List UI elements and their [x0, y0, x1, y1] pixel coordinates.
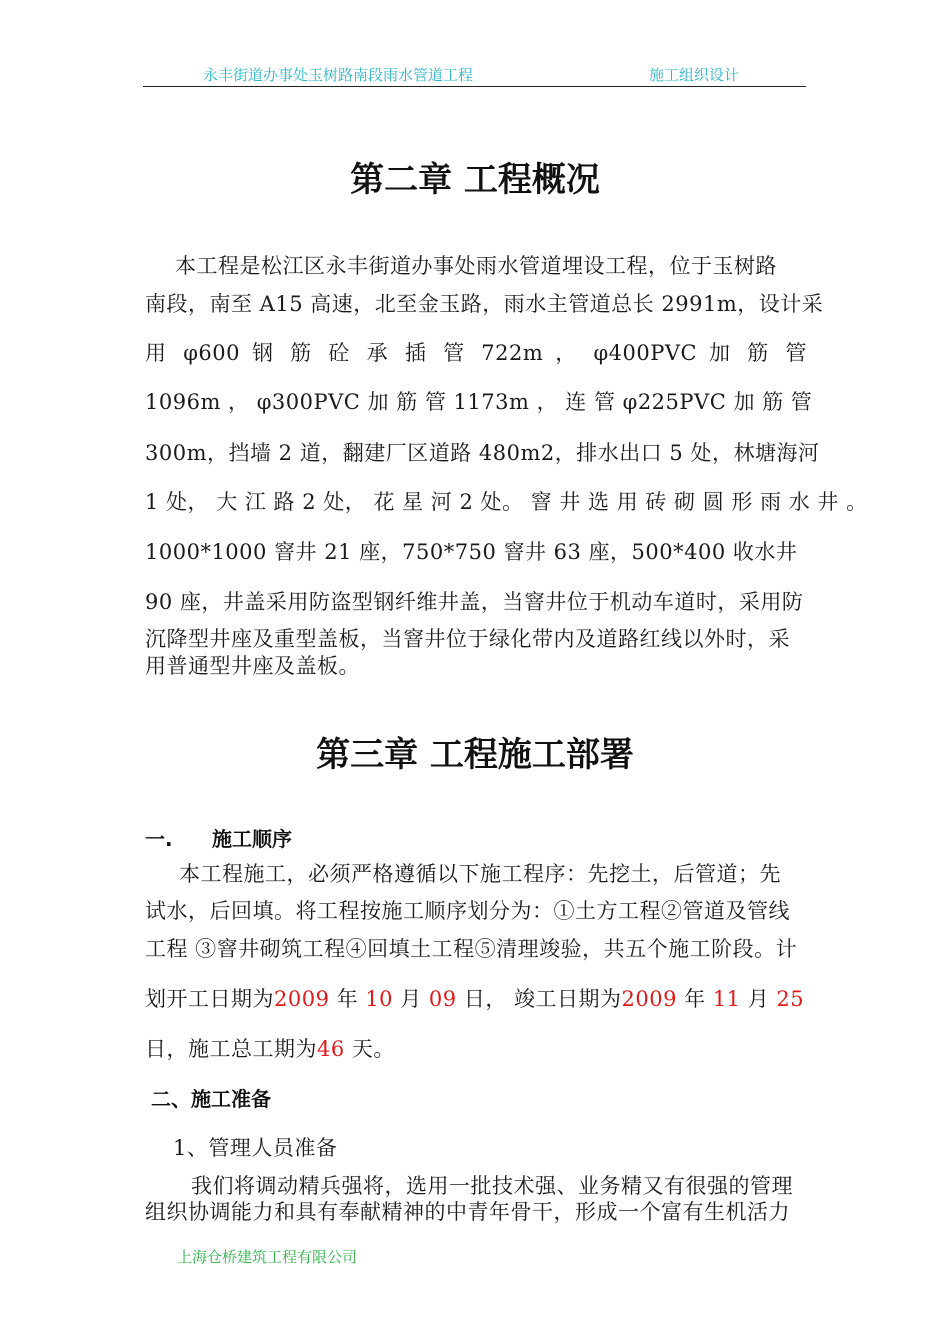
text-line: 用普通型井座及盖板。 — [145, 654, 360, 678]
text-line: 90 座，井盖采用防盗型钢纤维井盖，当窨井位于机动车道时，采用防 — [145, 590, 804, 614]
section-1-title: 施工顺序 — [212, 827, 292, 851]
text-line: 1096m ， φ300PVC 加 筋 管 1173m ， 连 管 φ225PVC 加 筋 管 — [145, 390, 813, 414]
text-line: 工程 ③窨井砌筑工程④回填土工程⑤清理竣验，共五个施工阶段。计 — [145, 937, 798, 961]
end-day: 25 — [776, 987, 805, 1011]
header-doc-type: 施工组织设计 — [649, 66, 740, 84]
text-line: 组织协调能力和具有奉献精神的中青年骨干，形成一个富有生机活力 — [145, 1200, 790, 1224]
text-line: 我们将调动精兵强将，选用一批技术强、业务精又有很强的管理 — [191, 1174, 793, 1198]
header-project-name: 永丰街道办事处玉树路南段雨水管道工程 — [203, 66, 474, 84]
end-month: 11 — [712, 987, 741, 1011]
section-1-number: 一. — [145, 827, 173, 851]
chapter-3-title: 第三章 工程施工部署 — [316, 735, 634, 775]
start-day: 09 — [428, 987, 457, 1011]
start-year: 2009 — [274, 987, 330, 1011]
page-header — [143, 62, 806, 87]
text-line: 300m，挡墙 2 道，翻建厂区道路 480m2，排水出口 5 处，林塘海河 — [145, 441, 820, 465]
section-2-title: 二、施工准备 — [151, 1087, 271, 1111]
text-line: 南段，南至 A15 高速，北至金玉路，雨水主管道总长 2991m，设计采 — [145, 292, 824, 316]
duration-days: 46 — [317, 1037, 345, 1061]
start-month: 10 — [365, 987, 394, 1011]
text-line: 本工程施工，必须严格遵循以下施工程序：先挖土，后管道；先 — [179, 862, 781, 886]
text-line: 沉降型井座及重型盖板，当窨井位于绿化带内及道路红线以外时，采 — [145, 627, 790, 651]
subsection-title: 1、管理人员准备 — [173, 1136, 338, 1160]
chapter-2-title: 第二章 工程概况 — [350, 160, 600, 200]
text-line: 1000*1000 窨井 21 座，750*750 窨井 63 座，500*400 收水井 — [145, 540, 798, 564]
schedule-line: 划开工日期为2009 年 10 月 09 日， 竣工日期为2009 年 11 月 25 — [145, 987, 805, 1011]
duration-line: 日，施工总工期为46 天。 — [145, 1037, 395, 1061]
end-year: 2009 — [621, 987, 677, 1011]
text-line: 1 处， 大 江 路 2 处， 花 星 河 2 处。 窨 井 选 用 砖 砌 圆 形 雨 水 井 。 — [145, 490, 868, 514]
text-line: 本工程是松江区永丰街道办事处雨水管道埋设工程，位于玉树路 — [175, 254, 777, 278]
page-footer-company: 上海仓桥建筑工程有限公司 — [177, 1248, 358, 1266]
text-line: 试水，后回填。将工程按施工顺序划分为：①土方工程②管道及管线 — [145, 899, 790, 923]
text-line: 用 φ600 钢 筋 砼 承 插 管 722m ， φ400PVC 加 筋 管 — [145, 341, 807, 365]
